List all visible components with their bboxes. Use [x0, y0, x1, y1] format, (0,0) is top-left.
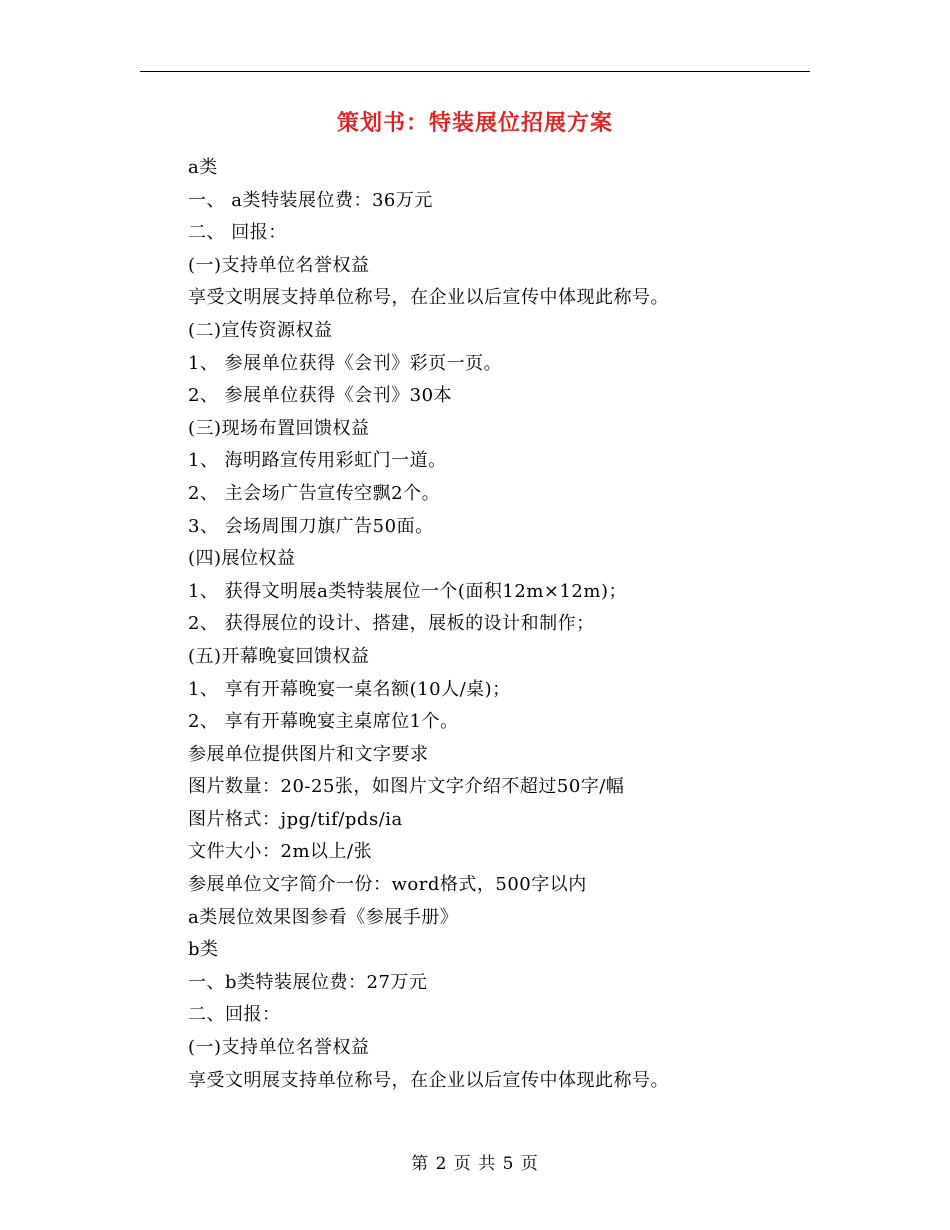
body-line: 1、 参展单位获得《会刊》彩页一页。 — [188, 352, 503, 374]
body-line: 1、 享有开幕晚宴一桌名额(10人/桌)； — [188, 678, 511, 700]
body-line: 2、 获得展位的设计、搭建，展板的设计和制作； — [188, 613, 595, 635]
body-line: (五)开幕晚宴回馈权益 — [188, 645, 370, 667]
body-line: (三)现场布置回馈权益 — [188, 417, 370, 439]
document-body — [188, 152, 818, 1097]
body-line: 3、 会场周围刀旗广告50面。 — [188, 515, 434, 537]
page-number-footer: 第 2 页 共 5 页 — [411, 1154, 539, 1174]
body-line: (一)支持单位名誉权益 — [188, 1037, 370, 1059]
body-line: 二、 回报： — [188, 222, 287, 244]
body-line: b类 — [188, 939, 219, 961]
body-line: 参展单位提供图片和文字要求 — [188, 743, 429, 765]
body-line: (二)宣传资源权益 — [188, 319, 333, 341]
body-line: 一、 a类特装展位费：36万元 — [188, 189, 433, 211]
body-line: 文件大小：2m以上/张 — [188, 841, 373, 863]
body-line: 图片数量：20-25张，如图片文字介绍不超过50字/幅 — [188, 776, 625, 798]
body-line: 一、b类特装展位费：27万元 — [188, 971, 428, 993]
body-line: (四)展位权益 — [188, 548, 296, 570]
body-line: a类 — [188, 157, 218, 178]
body-line: 2、 参展单位获得《会刊》30本 — [188, 385, 453, 407]
body-line: 1、 获得文明展a类特装展位一个(面积12m×12m)； — [188, 580, 627, 602]
body-line: 2、 主会场广告宣传空飘2个。 — [188, 482, 441, 504]
body-line: a类展位效果图参看《参展手册》 — [188, 906, 459, 928]
body-line: 享受文明展支持单位称号，在企业以后宣传中体现此称号。 — [188, 1069, 669, 1091]
body-line: 参展单位文字简介一份：word格式，500字以内 — [188, 874, 587, 896]
body-line: 享受文明展支持单位称号，在企业以后宣传中体现此称号。 — [188, 287, 669, 309]
body-line: 图片格式：jpg/tif/pds/ia — [188, 808, 403, 830]
body-line: (一)支持单位名誉权益 — [188, 254, 370, 276]
header-rule — [140, 71, 810, 72]
body-line: 2、 享有开幕晚宴主桌席位1个。 — [188, 711, 459, 733]
body-line: 1、 海明路宣传用彩虹门一道。 — [188, 450, 447, 472]
document-title: 策划书：特装展位招展方案 — [336, 111, 613, 136]
body-line: 二、回报： — [188, 1004, 281, 1026]
